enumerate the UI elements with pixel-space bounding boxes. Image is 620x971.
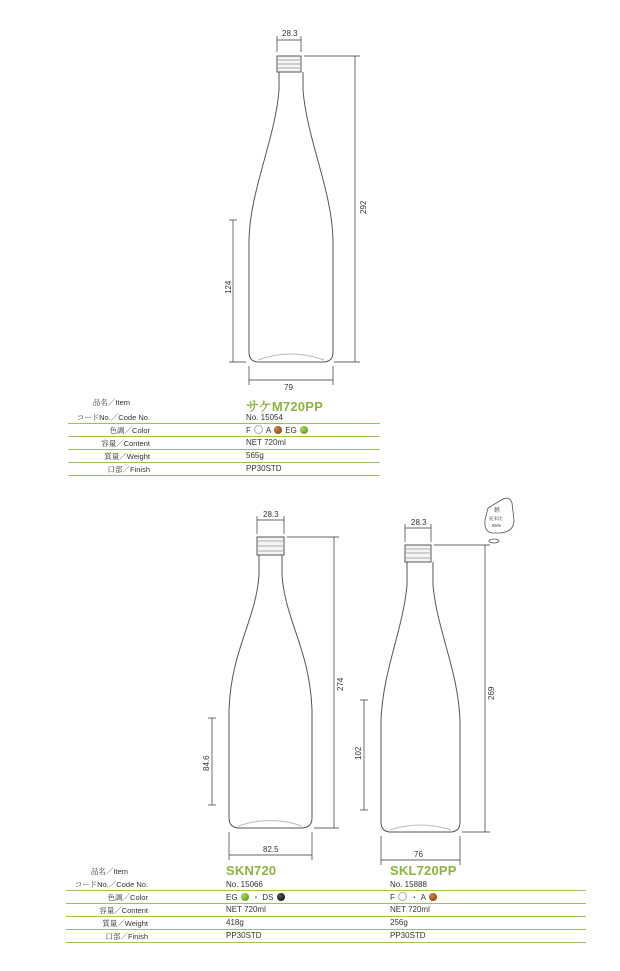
bottle1-drawing	[249, 56, 333, 362]
bottle1-code: No. 15054	[246, 413, 283, 422]
bottle3-code: No. 15888	[390, 880, 427, 889]
color-a-label: A	[420, 893, 426, 902]
bottle1-dim-height: 292	[359, 200, 368, 214]
label-item-2: 品名／Item	[90, 867, 128, 876]
bottle2-weight: 418g	[226, 918, 244, 927]
bottle3-name: SKL720PP	[390, 863, 457, 878]
label-weight-2: 質量／Weight	[102, 919, 148, 928]
label-code-2: コードNo.／Code No.	[74, 880, 148, 889]
color-f-label: F	[390, 893, 395, 902]
color-ds-label: DS	[262, 893, 274, 902]
amber-color-swatch-icon	[274, 426, 282, 434]
bottle3-weight: 256g	[390, 918, 408, 927]
bottle1-dim-width: 79	[284, 383, 293, 392]
bottle2-code: No. 15066	[226, 880, 263, 889]
bottle2-content: NET 720ml	[226, 905, 266, 914]
bottle1-dim-body: 124	[224, 280, 233, 294]
label-color-2: 色調／Color	[107, 893, 148, 902]
badge-line1: 軽	[494, 508, 501, 514]
amber-color-swatch-icon	[429, 893, 437, 901]
label-weight: 質量／Weight	[104, 452, 150, 461]
bottle1-dim-top: 28.3	[282, 29, 298, 38]
label-finish-2: 口部／Finish	[105, 932, 148, 941]
bottle2-dim-body: 84.6	[202, 755, 211, 771]
label-finish: 口部／Finish	[107, 465, 150, 474]
color-eg-label: EG	[226, 893, 238, 902]
bottle1-name: サケM720PP	[246, 399, 323, 414]
bottle2-finish: PP30STD	[226, 931, 262, 940]
lightweight-badge-icon	[485, 498, 514, 543]
bottle1-finish: PP30STD	[246, 464, 282, 473]
green-color-swatch-icon	[300, 426, 308, 434]
label-code: コードNo.／Code No.	[76, 413, 150, 422]
bottle3-drawing	[381, 545, 460, 832]
green-color-swatch-icon	[241, 893, 249, 901]
bottle2-dim-top: 28.3	[263, 510, 279, 519]
badge-line2: 従来比	[489, 516, 503, 521]
color-eg-label: EG	[285, 426, 297, 435]
black-color-swatch-icon	[277, 893, 285, 901]
bottle3-dim-top: 28.3	[411, 518, 427, 527]
bottle2-color	[226, 892, 286, 903]
label-item: 品名／Item	[92, 398, 130, 407]
bottle3-content: NET 720ml	[390, 905, 430, 914]
bottle1-content: NET 720ml	[246, 438, 286, 447]
label-content-2: 容量／Content	[99, 906, 148, 915]
color-separator: ・	[252, 893, 261, 902]
bottle2-dim-height: 274	[336, 677, 345, 691]
bottle2-dim-width: 82.5	[263, 845, 279, 854]
bottle2-drawing	[229, 537, 312, 828]
label-color: 色調／Color	[109, 426, 150, 435]
clear-color-swatch-icon	[254, 425, 263, 434]
bottle2-name: SKN720	[226, 863, 277, 878]
bottle3-dim-height: 269	[487, 686, 496, 700]
label-content: 容量／Content	[101, 439, 150, 448]
bottle1-color	[246, 425, 309, 435]
bottle3-finish: PP30STD	[390, 931, 426, 940]
color-f-label: F	[246, 426, 251, 435]
color-separator: ・	[410, 893, 419, 902]
badge-line3: 55%	[492, 523, 502, 528]
bottle1-weight: 565g	[246, 451, 264, 460]
color-a-label: A	[265, 426, 271, 435]
bottle3-dim-width: 76	[414, 850, 423, 859]
bottle3-color	[390, 892, 438, 903]
clear-color-swatch-icon	[398, 892, 407, 901]
bottle3-dim-body: 102	[354, 746, 363, 760]
